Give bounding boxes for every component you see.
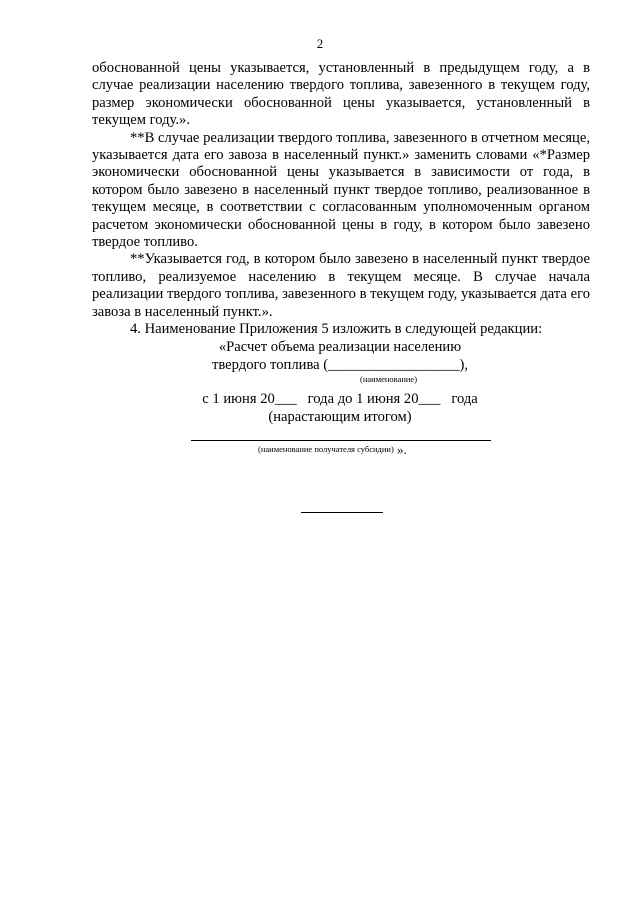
closing-quote: ».: [397, 442, 407, 457]
period-line: с 1 июня 20___ года до 1 июня 20___ года: [202, 391, 478, 407]
paragraph-footnote-replacement: **В случае реализации твердого топлива, завезенного в отчетном месяце, указывается дата его завоза в населенный пункт.» заменить словами «*Размер экономически обоснованной цены указывается в зависимости от года, в котором было завезено в населенный пункт твердое топливо, реализованное в текущем месяце, в соответствии с согласованным уполномоченным органом расчетом экономически обоснованной цены в году, в котором было завезено твердое топливо.: [92, 129, 590, 251]
recipient-underline: [191, 440, 491, 441]
end-of-document-rule: [301, 512, 383, 513]
paragraph-continuation: обоснованной цены указывается, установленный в предыдущем году, а в случае реализации населению твердого топлива, завезенного в текущем году, размер экономически обоснованной цены указывается, установленный в текущем году.».: [92, 60, 590, 129]
cumulative-caption: (нарастающим итогом): [268, 409, 412, 425]
page-number: 2: [316, 36, 324, 51]
recipient-caption: (наименование получателя субсидии): [258, 444, 394, 454]
annex-title-line-2: твердого топлива (__________________),: [212, 357, 468, 373]
paragraph-item-4: 4. Наименование Приложения 5 изложить в следующей редакции:: [130, 321, 543, 338]
annex-title-line-1: «Расчет объема реализации населению: [218, 339, 462, 355]
paragraph-footnote-year: **Указывается год, в котором было завезено в населенный пункт твердое топливо, реализуемое населению в текущем месяце. В случае начала реализации твердого топлива, завезенного в текущем году, указывается дата его завоза в населенный пункт.».: [92, 251, 590, 320]
name-caption: (наименование): [360, 374, 418, 384]
document-body: [92, 60, 590, 339]
